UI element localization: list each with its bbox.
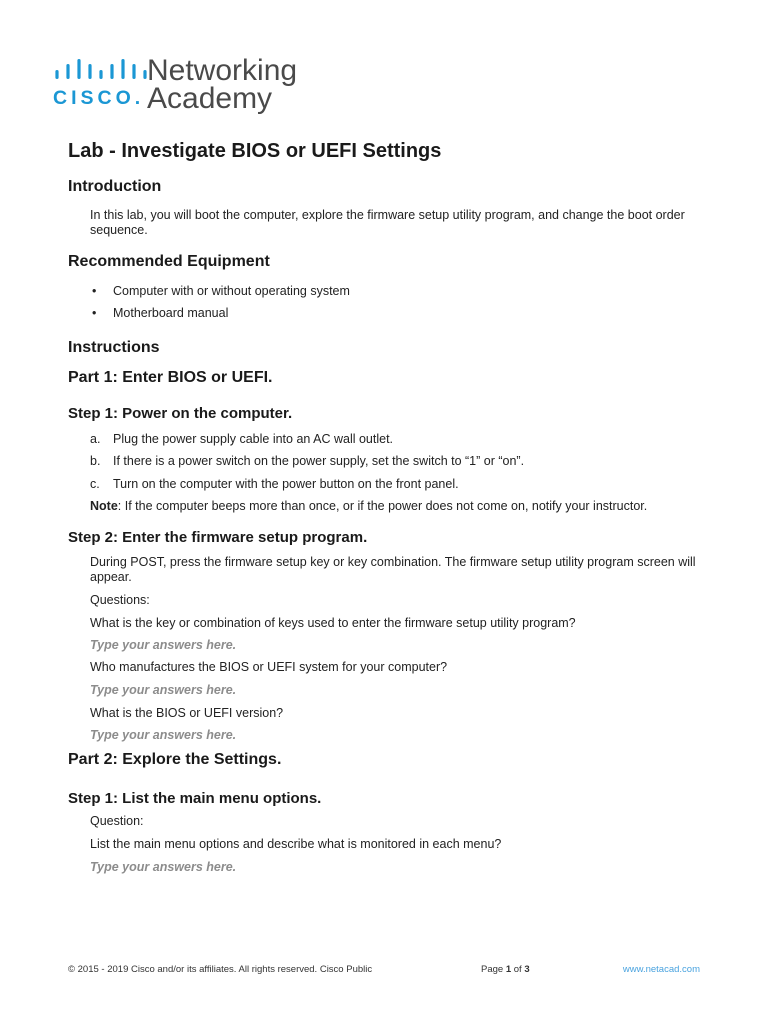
list-item-text: If there is a power switch on the power supply, set the switch to “1” or “on”. — [113, 454, 525, 468]
questions-label: Questions: — [90, 593, 150, 607]
answer-field[interactable]: Type your answers here. — [90, 683, 237, 697]
step-heading: Step 2: Enter the firmware setup program. — [68, 529, 368, 546]
page-number-of: of — [513, 964, 522, 975]
question-text: What is the BIOS or UEFI version? — [90, 706, 284, 720]
section-heading-introduction: Introduction — [68, 178, 162, 195]
part-heading: Part 1: Enter BIOS or UEFI. — [68, 369, 273, 386]
list-item-text: Turn on the computer with the power button on the front panel. — [113, 477, 459, 491]
equipment-list-item: • Motherboard manual — [113, 305, 228, 321]
question-text: List the main menu options and describe what is monitored in each menu? — [90, 837, 502, 851]
step-heading: Step 1: Power on the computer. — [68, 405, 293, 422]
cisco-logo-wordmark: CISCO. — [53, 87, 145, 109]
footer-link[interactable]: www.netacad.com — [622, 964, 700, 975]
step-heading: Step 1: List the main menu options. — [68, 790, 322, 807]
answer-field[interactable]: Type your answers here. — [90, 638, 237, 652]
program-name-line1: Networking — [147, 54, 298, 87]
list-marker: c. — [90, 477, 100, 491]
program-name-line2: Academy — [147, 82, 273, 115]
step-instruction-text: During POST, press the firmware setup key or key combination. The firmware setup utility program screen will — [90, 555, 696, 569]
step-instruction-text: appear. — [90, 570, 132, 584]
copyright-notice: © 2015 - 2019 Cisco and/or its affiliates. All rights reserved. Cisco Public — [68, 964, 373, 975]
list-marker: a. — [90, 432, 101, 446]
procedure-list-item — [90, 476, 459, 492]
note-line — [90, 498, 647, 514]
answer-field[interactable]: Type your answers here. — [90, 860, 237, 874]
introduction-text: In this lab, you will boot the computer, explore the firmware setup utility program, and change the boot order — [90, 208, 685, 222]
note-label: Note — [90, 499, 118, 513]
note-text: : If the computer beeps more than once, or if the power does not come on, notify your instructor. — [117, 499, 648, 513]
page-number-current: 1 — [505, 964, 512, 975]
section-heading-instructions: Instructions — [68, 339, 160, 356]
section-heading-equipment: Recommended Equipment — [68, 253, 270, 270]
page-number — [481, 964, 530, 976]
page-number-label: Page — [481, 964, 504, 975]
introduction-text: sequence. — [90, 223, 148, 237]
procedure-list-item — [90, 431, 394, 447]
question-text: Who manufactures the BIOS or UEFI system for your computer? — [90, 660, 448, 674]
lab-title: Lab - Investigate BIOS or UEFI Settings — [68, 140, 442, 162]
answer-field[interactable]: Type your answers here. — [90, 728, 237, 742]
procedure-list-item — [90, 453, 525, 469]
cisco-logo-bars — [52, 55, 148, 83]
part-heading: Part 2: Explore the Settings. — [68, 751, 282, 768]
list-marker: b. — [90, 454, 101, 468]
questions-label: Question: — [90, 814, 144, 828]
question-text: What is the key or combination of keys used to enter the firmware setup utility program? — [90, 616, 576, 630]
list-item-text: Plug the power supply cable into an AC wall outlet. — [113, 432, 394, 446]
page-number-total: 3 — [524, 964, 530, 975]
equipment-list-item: • Computer with or without operating system — [113, 283, 350, 299]
